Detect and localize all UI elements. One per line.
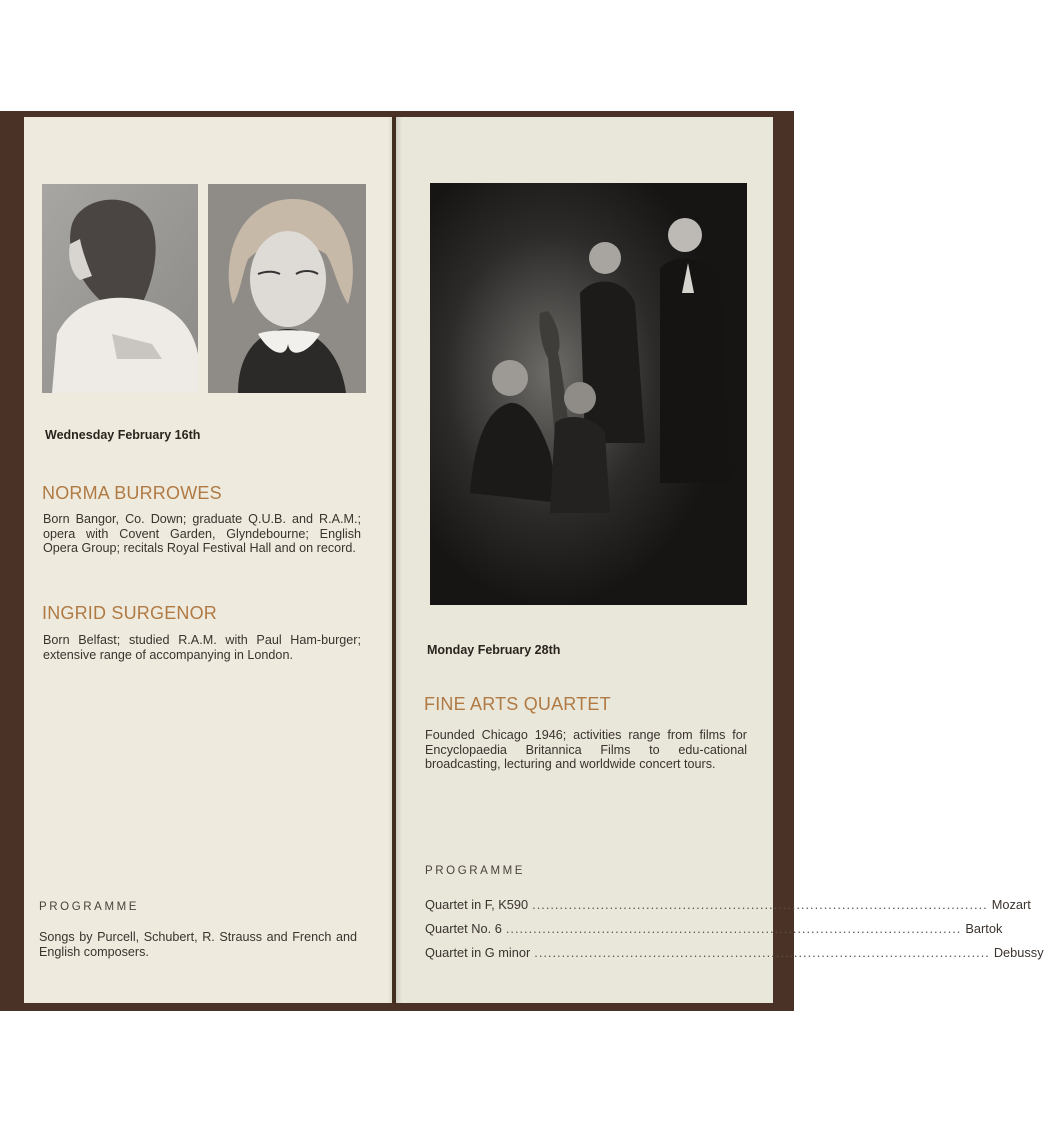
- performer-bio: Born Bangor, Co. Down; graduate Q.U.B. and R.A.M.; opera with Covent Garden, Glyndebourne; English Opera Group; recitals Royal Festival Hall and on record.: [43, 512, 361, 555]
- programme-composer: Mozart: [991, 897, 1031, 912]
- ensemble-bio: Founded Chicago 1946; activities range from films for Encyclopaedia Britannica Films to edu-cational broadcasting, lecturing and worldwide concert tours.: [425, 728, 747, 771]
- performer-bio: Born Belfast; studied R.A.M. with Paul Ham-burger; extensive range of accompanying in London.: [43, 633, 361, 662]
- programme-work: Quartet in G minor: [425, 945, 531, 960]
- photo-norma-burrowes: [42, 184, 198, 393]
- programme-label: PROGRAMME: [39, 901, 140, 913]
- programme-text: Songs by Purcell, Schubert, R. Strauss and French and English composers.: [39, 930, 357, 959]
- performer-name: INGRID SURGENOR: [42, 603, 218, 623]
- concert-date: Monday February 28th: [427, 643, 561, 657]
- programme-composer: Bartok: [965, 921, 1003, 936]
- programme-work: Quartet No. 6: [425, 921, 502, 936]
- leader-dots: ....................................................................................................: [505, 921, 962, 936]
- programme-item: [425, 945, 1044, 961]
- performer-name: NORMA BURROWES: [42, 483, 222, 503]
- programme-item: [425, 921, 1003, 937]
- programme-work: Quartet in F, K590: [425, 897, 529, 912]
- photo-ingrid-surgenor: [208, 184, 366, 393]
- concert-date: Wednesday February 16th: [45, 428, 201, 442]
- programme-label: PROGRAMME: [425, 865, 526, 877]
- ensemble-name: FINE ARTS QUARTET: [424, 694, 611, 714]
- leader-dots: ....................................................................................................: [534, 945, 990, 960]
- photo-fine-arts-quartet: [430, 183, 747, 605]
- page-fold: [388, 117, 402, 1003]
- programme-composer: Debussy: [993, 945, 1044, 960]
- leader-dots: ....................................................................................................: [532, 897, 988, 912]
- programme-item: [425, 897, 1031, 913]
